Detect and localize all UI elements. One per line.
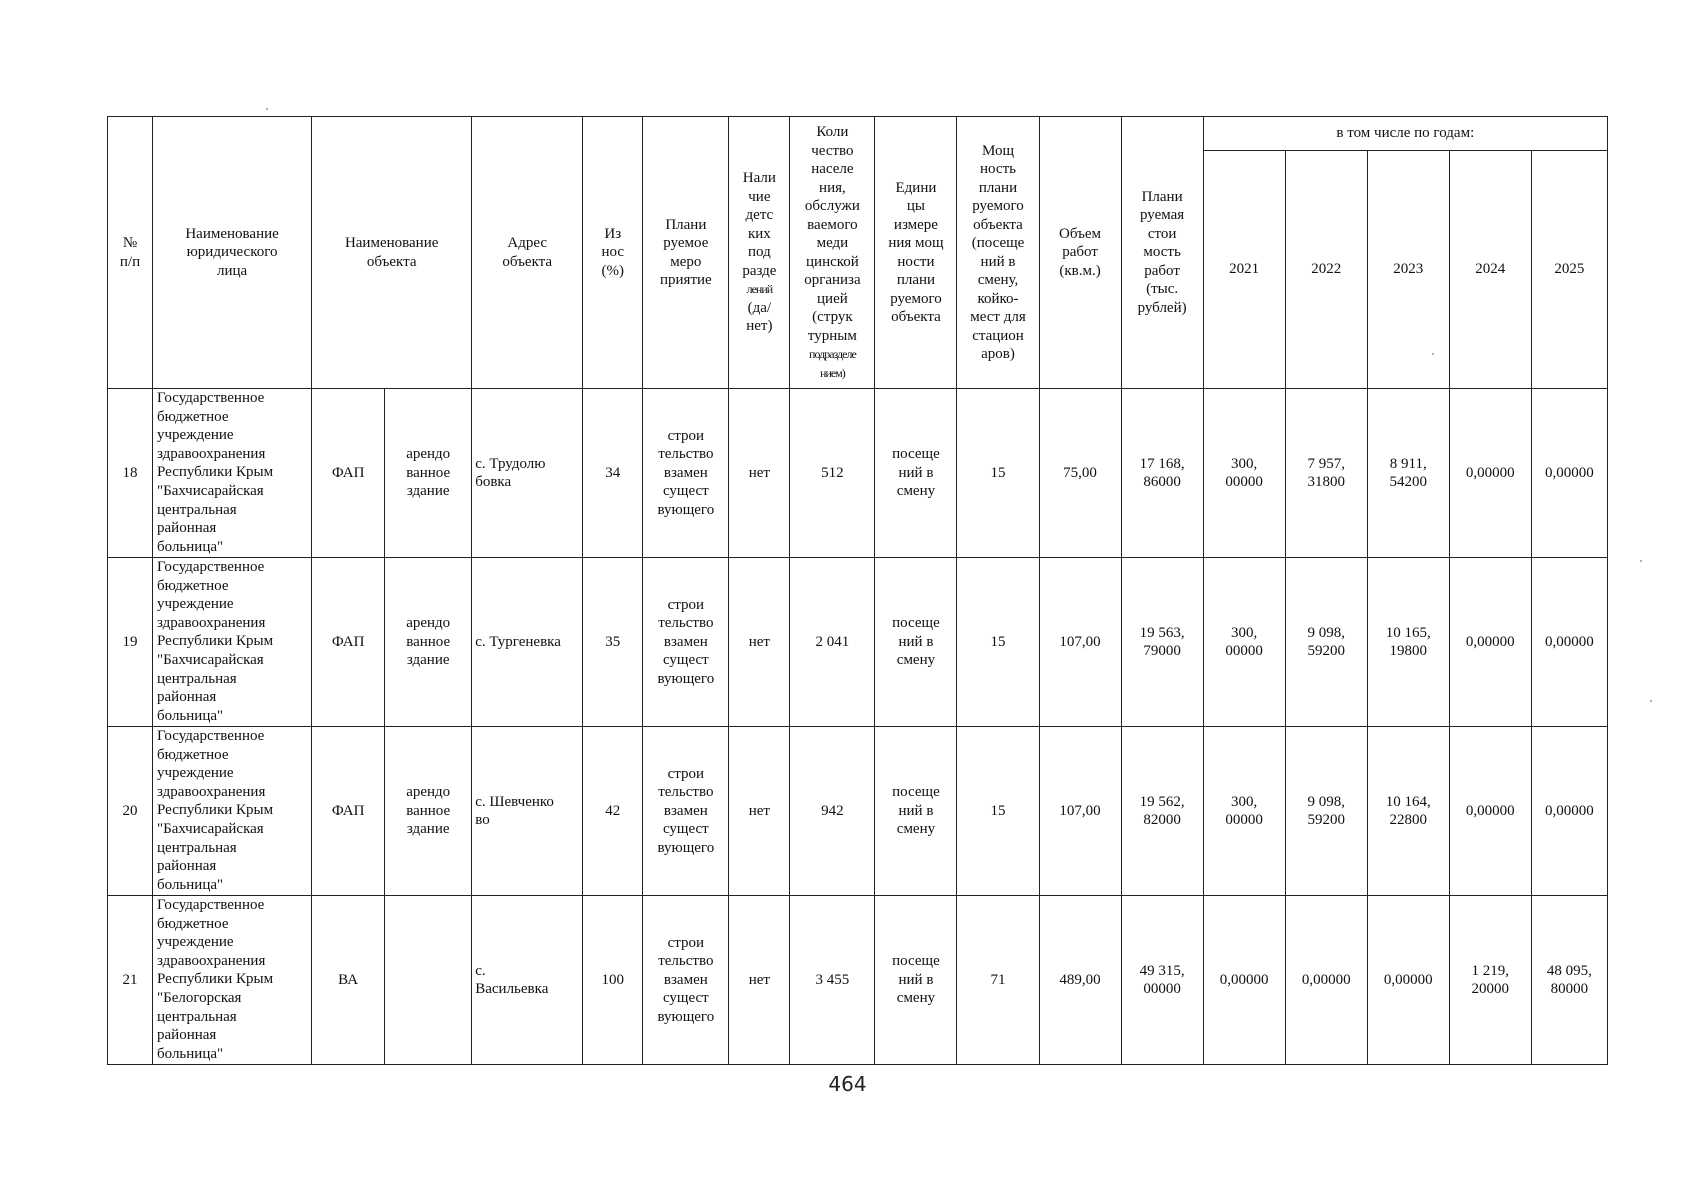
cell-address: с. Васильевка <box>472 896 583 1065</box>
cell-2023: 8 911, 54200 <box>1367 389 1449 558</box>
header-address: Адрес объекта <box>472 117 583 389</box>
cell-units: посеще ний в смену <box>875 389 957 558</box>
page-number: 464 <box>828 1072 867 1096</box>
cell-address: с. Трудолю бовка <box>472 389 583 558</box>
header-population <box>790 117 875 389</box>
table-row <box>108 727 1608 896</box>
cell-2024: 0,00000 <box>1449 389 1531 558</box>
cell-num: 21 <box>108 896 153 1065</box>
cell-legal-name: Государственное бюджетное учреждение здравоохранения Республики Крым "Бахчисарайская центральная районная больница" <box>153 558 312 727</box>
cell-units: посеще ний в смену <box>875 727 957 896</box>
cell-population: 3 455 <box>790 896 875 1065</box>
cell-object-type: ФАП <box>312 558 385 727</box>
cell-num: 20 <box>108 727 153 896</box>
cell-volume: 489,00 <box>1039 896 1121 1065</box>
header-year-2024: 2024 <box>1449 151 1531 389</box>
cell-2023: 0,00000 <box>1367 896 1449 1065</box>
cell-action: строи тельство взамен сущест вующего <box>643 727 729 896</box>
header-units: Едини цы измере ния мощ ности плани руемого объекта <box>875 117 957 389</box>
cell-legal-name: Государственное бюджетное учреждение здравоохранения Республики Крым "Бахчисарайская центральная районная больница" <box>153 389 312 558</box>
header-year-2025: 2025 <box>1531 151 1607 389</box>
cell-object-type: ФАП <box>312 727 385 896</box>
cell-2025: 0,00000 <box>1531 389 1607 558</box>
cell-children: нет <box>729 727 790 896</box>
scan-speck <box>1650 700 1652 702</box>
cell-2022: 9 098, 59200 <box>1285 558 1367 727</box>
cell-units: посеще ний в смену <box>875 558 957 727</box>
cell-2023: 10 164, 22800 <box>1367 727 1449 896</box>
cell-num: 19 <box>108 558 153 727</box>
header-legal-name: Наименование юридического лица <box>153 117 312 389</box>
cell-2021: 300, 00000 <box>1203 727 1285 896</box>
cell-units: посеще ний в смену <box>875 896 957 1065</box>
cell-cost: 19 563, 79000 <box>1121 558 1203 727</box>
header-cost: Плани руемая стои мость работ (тыс. рублей) <box>1121 117 1203 389</box>
cell-object-desc: арендо ванное здание <box>385 558 472 727</box>
cell-2024: 1 219, 20000 <box>1449 896 1531 1065</box>
cell-wear: 35 <box>583 558 643 727</box>
table-row <box>108 558 1608 727</box>
cell-2025: 48 095, 80000 <box>1531 896 1607 1065</box>
header-planned-action: Плани руемое меро приятие <box>643 117 729 389</box>
cell-capacity: 71 <box>957 896 1039 1065</box>
header-year-2022: 2022 <box>1285 151 1367 389</box>
cell-2022: 9 098, 59200 <box>1285 727 1367 896</box>
cell-2024: 0,00000 <box>1449 558 1531 727</box>
cell-2025: 0,00000 <box>1531 727 1607 896</box>
header-volume: Объем работ (кв.м.) <box>1039 117 1121 389</box>
cell-2025: 0,00000 <box>1531 558 1607 727</box>
cell-volume: 75,00 <box>1039 389 1121 558</box>
cell-object-type: ВА <box>312 896 385 1065</box>
cell-2022: 0,00000 <box>1285 896 1367 1065</box>
scan-speck <box>266 108 268 110</box>
cell-action: строи тельство взамен сущест вующего <box>643 558 729 727</box>
cell-legal-name: Государственное бюджетное учреждение здравоохранения Республики Крым "Бахчисарайская центральная районная больница" <box>153 727 312 896</box>
cell-2021: 300, 00000 <box>1203 558 1285 727</box>
header-year-2023: 2023 <box>1367 151 1449 389</box>
header-children-depts-tail: (да/ нет) <box>746 299 773 335</box>
cell-capacity: 15 <box>957 727 1039 896</box>
cell-children: нет <box>729 389 790 558</box>
cell-2021: 0,00000 <box>1203 896 1285 1065</box>
cell-capacity: 15 <box>957 558 1039 727</box>
header-capacity: Мощ ность плани руемого объекта (посеще ний в смену, койко- мест для стацион аров) <box>957 117 1039 389</box>
cell-volume: 107,00 <box>1039 558 1121 727</box>
header-children-depts-tiny: лений <box>746 282 773 297</box>
header-num: № п/п <box>108 117 153 389</box>
facilities-table <box>107 116 1608 1065</box>
scan-speck <box>1432 353 1434 355</box>
cell-object-desc: арендо ванное здание <box>385 727 472 896</box>
cell-num: 18 <box>108 389 153 558</box>
cell-address: с. Тургеневка <box>472 558 583 727</box>
table-row <box>108 389 1608 558</box>
header-population-text: Коли чество населе ния, обслужи ваемого меди цинской организа цией (струк турным <box>804 124 861 344</box>
cell-action: строи тельство взамен сущест вующего <box>643 389 729 558</box>
header-children-depts-text: Нали чие детс ких под разде <box>742 170 777 279</box>
cell-cost: 19 562, 82000 <box>1121 727 1203 896</box>
cell-legal-name: Государственное бюджетное учреждение здравоохранения Республики Крым "Белогорская центральная районная больница" <box>153 896 312 1065</box>
cell-address: с. Шевченко во <box>472 727 583 896</box>
cell-population: 2 041 <box>790 558 875 727</box>
header-by-years: в том числе по годам: <box>1203 117 1607 151</box>
cell-wear: 100 <box>583 896 643 1065</box>
cell-2024: 0,00000 <box>1449 727 1531 896</box>
cell-population: 512 <box>790 389 875 558</box>
cell-object-desc <box>385 896 472 1065</box>
cell-population: 942 <box>790 727 875 896</box>
cell-2023: 10 165, 19800 <box>1367 558 1449 727</box>
header-population-tiny: подразделе нием) <box>809 347 856 380</box>
header-children-depts <box>729 117 790 389</box>
cell-object-type: ФАП <box>312 389 385 558</box>
cell-volume: 107,00 <box>1039 727 1121 896</box>
header-object-name: Наименование объекта <box>312 117 472 389</box>
header-wear: Из нос (%) <box>583 117 643 389</box>
cell-children: нет <box>729 896 790 1065</box>
cell-children: нет <box>729 558 790 727</box>
cell-2021: 300, 00000 <box>1203 389 1285 558</box>
cell-capacity: 15 <box>957 389 1039 558</box>
cell-cost: 17 168, 86000 <box>1121 389 1203 558</box>
cell-cost: 49 315, 00000 <box>1121 896 1203 1065</box>
cell-wear: 42 <box>583 727 643 896</box>
header-year-2021: 2021 <box>1203 151 1285 389</box>
header-row <box>108 117 1608 151</box>
cell-object-desc: арендо ванное здание <box>385 389 472 558</box>
cell-2022: 7 957, 31800 <box>1285 389 1367 558</box>
cell-wear: 34 <box>583 389 643 558</box>
table-row <box>108 896 1608 1065</box>
cell-action: строи тельство взамен сущест вующего <box>643 896 729 1065</box>
scan-speck <box>1640 560 1642 562</box>
